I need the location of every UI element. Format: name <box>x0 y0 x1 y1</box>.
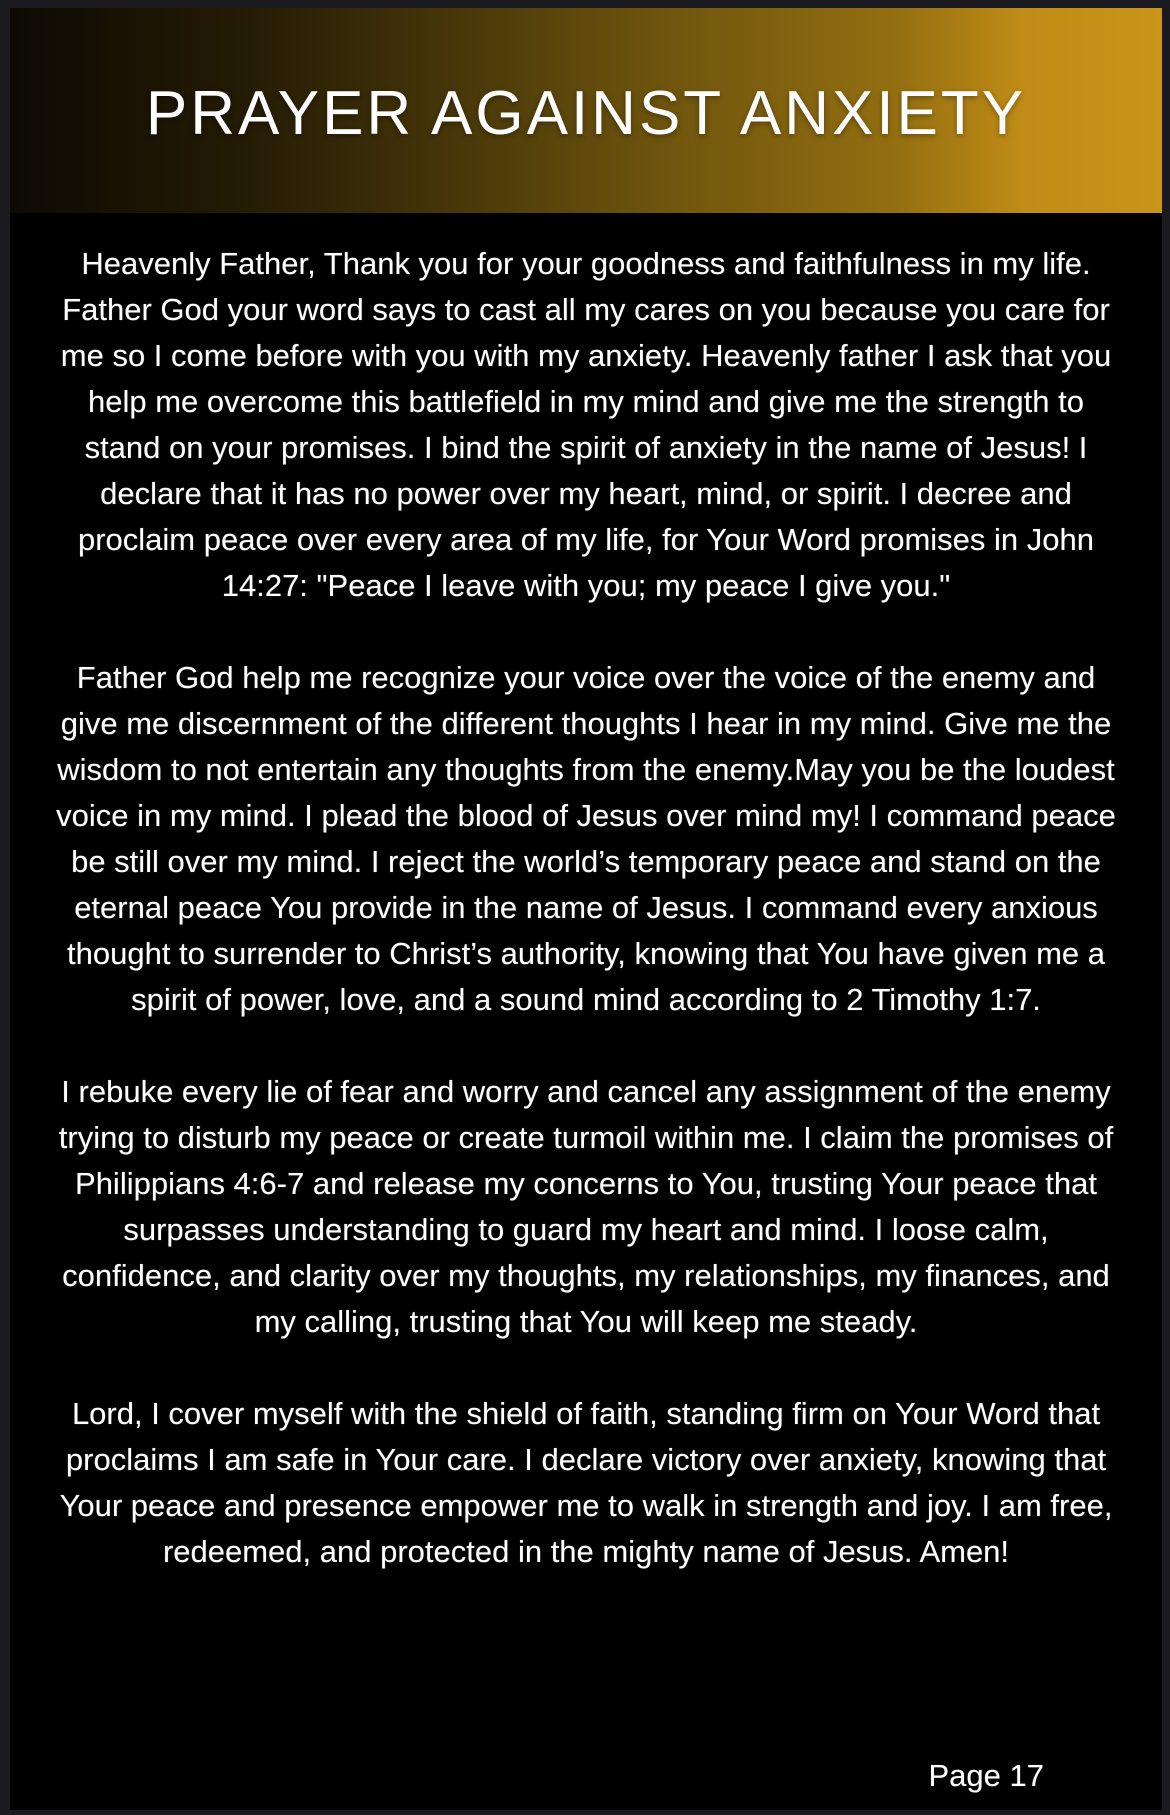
prayer-paragraph-3: I rebuke every lie of fear and worry and cancel any assignment of the enemy trying to disturb my peace or create turmoil within me. I claim the promises of Philippians 4:6-7 and release my concerns to You, trusting Your peace that surpasses understanding to guard my heart and mind. I loose calm, confidence, and clarity over my thoughts, my relationships, my finances, and my calling, trusting that You will keep me steady. <box>58 1074 1114 1339</box>
prayer-paragraph-4: Lord, I cover myself with the shield of faith, standing firm on Your Word that proclaims I am safe in Your care. I declare victory over anxiety, knowing that Your peace and presence empower me to walk in strength and joy. I am free, redeemed, and protected in the mighty name of Jesus. Amen! <box>59 1396 1113 1569</box>
document-page <box>10 8 1162 1810</box>
prayer-text <box>10 213 1162 1810</box>
page-title: PRAYER AGAINST ANXIETY <box>145 79 1027 148</box>
prayer-paragraph-2: Father God help me recognize your voice over the voice of the enemy and give me discernment of the different thoughts I hear in my mind. Give me the wisdom to not entertain any thoughts from the enemy.May you be the loudest voice in my mind. I plead the blood of Jesus over mind my! I command peace be still over my mind. I reject the world’s temporary peace and stand on the eternal peace You provide in the name of Jesus. I command every anxious thought to surrender to Christ’s authority, knowing that You have given me a spirit of power, love, and a sound mind according to 2 Timothy 1:7. <box>56 660 1116 1017</box>
page-number: Page 17 <box>928 1758 1044 1793</box>
title-banner <box>10 8 1162 213</box>
prayer-paragraph-1: Heavenly Father, Thank you for your goodness and faithfulness in my life. Father God your word says to cast all my cares on you because you care for me so I come before with you with my anxiety. Heavenly father I ask that you help me overcome this battlefield in my mind and give me the strength to stand on your promises. I bind the spirit of anxiety in the name of Jesus! I declare that it has no power over my heart, mind, or spirit. I decree and proclaim peace over every area of my life, for Your Word promises in John 14:27: "Peace I leave with you; my peace I give you." <box>60 246 1112 603</box>
